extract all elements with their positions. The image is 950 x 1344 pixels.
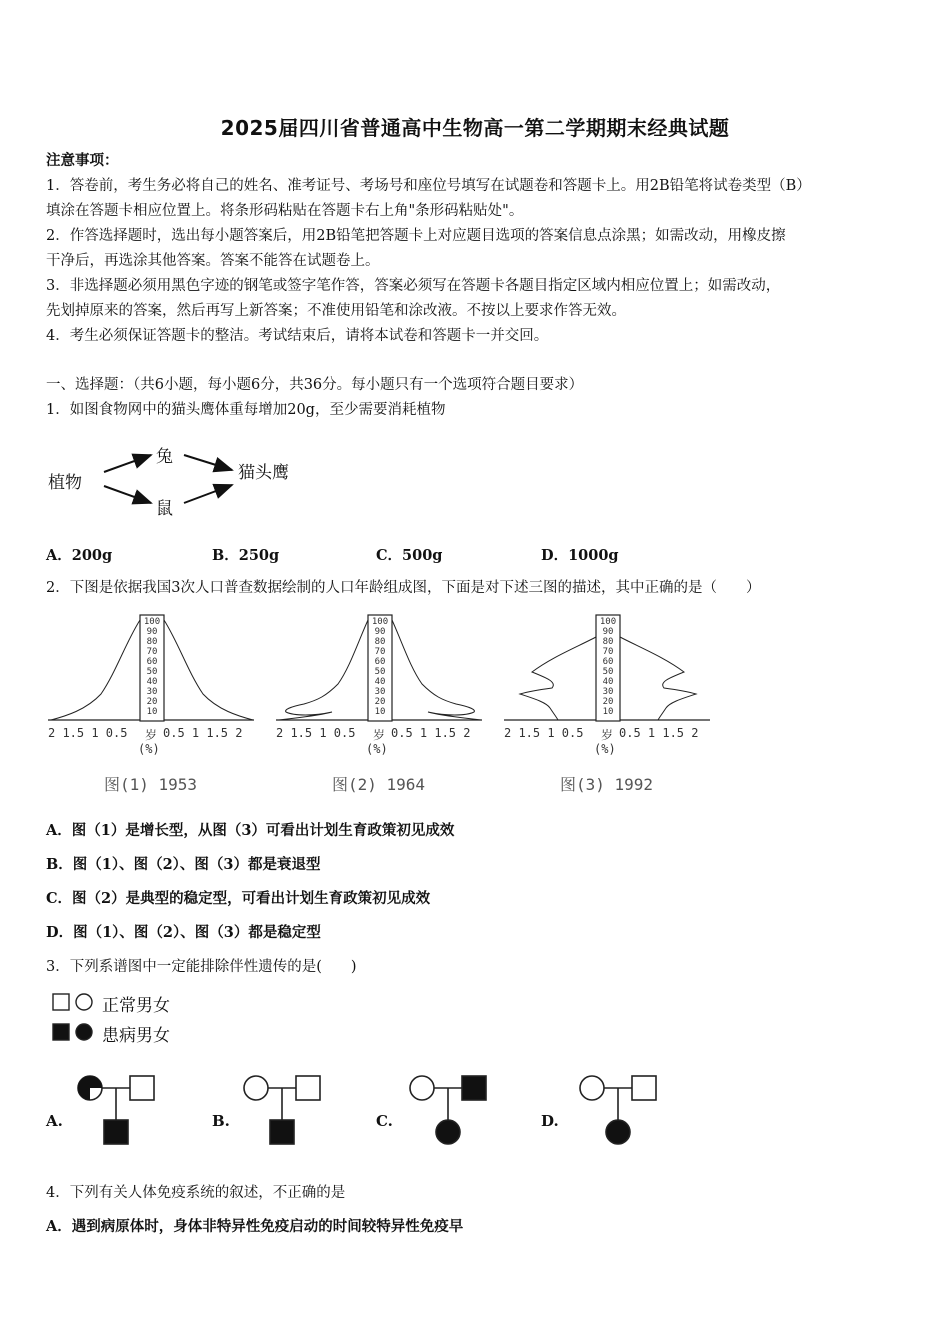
age-label: 90 — [602, 627, 614, 637]
age-label: 20 — [146, 697, 158, 707]
age-label: 70 — [146, 647, 158, 657]
q1-option-a[interactable]: A．200g — [46, 547, 113, 564]
legend-affected: 患病男女 — [102, 1026, 170, 1046]
q2-option-d[interactable]: D．图（1）、图（2）、图（3）都是稳定型 — [46, 924, 321, 941]
notice-line: 先划掉原来的答案，然后再写上新答案；不准使用铅笔和涂改液。不按以上要求作答无效。 — [46, 303, 626, 319]
axis-mid: 岁 — [145, 728, 158, 742]
section-heading: 一、选择题：（共6小题，每小题6分，共36分。每小题只有一个选项符合题目要求） — [46, 377, 584, 393]
legend-normal: 正常男女 — [102, 996, 170, 1016]
age-label: 50 — [374, 667, 386, 677]
node-rabbit: 兔 — [156, 447, 173, 467]
q2-option-c[interactable]: C．图（2）是典型的稳定型，可看出计划生育政策初见成效 — [46, 890, 431, 907]
q3-option-c[interactable]: C. — [376, 1112, 393, 1130]
age-label: 80 — [602, 637, 614, 647]
axis-left: 2 1.5 1 0.5 — [504, 726, 584, 740]
pyramid-1992 — [502, 612, 714, 802]
age-label: 60 — [374, 657, 386, 667]
age-label: 40 — [146, 677, 158, 687]
axis-pct: (%) — [366, 742, 388, 756]
q4-stem: 4．下列有关人体免疫系统的叙述，不正确的是 — [46, 1185, 346, 1201]
axis-mid: 岁 — [373, 728, 386, 742]
age-label: 20 — [374, 697, 386, 707]
age-label: 40 — [602, 677, 614, 687]
notice-line: 1．答卷前，考生务必将自己的姓名、准考证号、考场号和座位号填写在试题卷和答题卡上。用2B铅笔将试卷类型（B） — [46, 178, 811, 194]
axis-left: 2 1.5 1 0.5 — [276, 726, 356, 740]
age-label: 30 — [602, 687, 614, 697]
age-label: 50 — [146, 667, 158, 677]
notice-heading: 注意事项： — [46, 152, 119, 169]
pyramid-caption: 图(1) 1953 — [104, 775, 198, 794]
pyramid-caption: 图(3) 1992 — [560, 775, 654, 794]
node-owl: 猫头鹰 — [238, 463, 289, 483]
pedigree-c — [406, 1072, 496, 1148]
age-label: 100 — [599, 617, 617, 627]
age-label: 50 — [602, 667, 614, 677]
q1-stem: 1．如图食物网中的猫头鹰体重每增加20g，至少需要消耗植物 — [46, 402, 446, 418]
axis-pct: (%) — [594, 742, 616, 756]
axis-pct: (%) — [138, 742, 160, 756]
pedigree-legend — [52, 990, 252, 1050]
age-label: 20 — [602, 697, 614, 707]
pedigree-d — [576, 1072, 666, 1148]
age-label: 70 — [374, 647, 386, 657]
food-web-diagram — [46, 438, 316, 518]
age-label: 100 — [371, 617, 389, 627]
q1-option-c[interactable]: C．500g — [376, 547, 443, 564]
pyramid-1953 — [46, 612, 258, 802]
q4-option-a[interactable]: A．遇到病原体时，身体非特异性免疫启动的时间较特异性免疫早 — [46, 1218, 464, 1235]
q3-option-d[interactable]: D. — [541, 1112, 559, 1130]
q1-option-d[interactable]: D．1000g — [541, 547, 619, 564]
q2-option-b[interactable]: B．图（1）、图（2）、图（3）都是衰退型 — [46, 856, 321, 873]
notice-line: 2．作答选择题时，选出每小题答案后，用2B铅笔把答题卡上对应题目选项的答案信息点涂黑；如需改动，用橡皮擦 — [46, 228, 786, 244]
age-label: 10 — [374, 707, 386, 717]
age-label: 60 — [146, 657, 158, 667]
age-label: 40 — [374, 677, 386, 687]
axis-mid: 岁 — [601, 728, 614, 742]
age-label: 90 — [374, 627, 386, 637]
q2-stem: 2．下图是依据我国3次人口普查数据绘制的人口年龄组成图，下面是对下述三图的描述，其中正确的是（ ） — [46, 580, 761, 596]
q3-option-a[interactable]: A. — [46, 1112, 63, 1130]
notice-line: 干净后，再选涂其他答案。答案不能答在试题卷上。 — [46, 253, 380, 269]
notice-line: 3．非选择题必须用黑色字迹的钢笔或签字笔作答，答案必须写在答题卡各题目指定区域内相应位置上；如需改动， — [46, 278, 781, 294]
age-label: 90 — [146, 627, 158, 637]
q2-option-a[interactable]: A．图（1）是增长型，从图（3）可看出计划生育政策初见成效 — [46, 822, 455, 839]
axis-right: 0.5 1 1.5 2 — [619, 726, 699, 740]
age-label: 60 — [602, 657, 614, 667]
pedigree-b — [240, 1072, 330, 1148]
axis-right: 0.5 1 1.5 2 — [163, 726, 243, 740]
node-plant: 植物 — [48, 473, 82, 493]
pedigree-a — [74, 1072, 164, 1148]
pyramid-1964 — [274, 612, 486, 802]
page-title: 2025届四川省普通高中生物高一第二学期期末经典试题 — [220, 116, 730, 140]
age-label: 80 — [146, 637, 158, 647]
age-label: 30 — [146, 687, 158, 697]
q1-option-b[interactable]: B．250g — [212, 547, 280, 564]
age-label: 10 — [146, 707, 158, 717]
age-label: 80 — [374, 637, 386, 647]
legend-symbols — [52, 990, 100, 1046]
notice-line: 4．考生必须保证答题卡的整洁。考试结束后，请将本试卷和答题卡一并交回。 — [46, 328, 549, 344]
age-label: 10 — [602, 707, 614, 717]
age-label: 30 — [374, 687, 386, 697]
node-mouse: 鼠 — [156, 499, 173, 519]
q3-stem: 3．下列系谱图中一定能排除伴性遗传的是( ) — [46, 959, 357, 975]
age-label: 70 — [602, 647, 614, 657]
axis-left: 2 1.5 1 0.5 — [48, 726, 128, 740]
notice-line: 填涂在答题卡相应位置上。将条形码粘贴在答题卡右上角"条形码粘贴处"。 — [46, 203, 524, 219]
age-label: 100 — [143, 617, 161, 627]
q3-option-b[interactable]: B. — [212, 1112, 230, 1130]
axis-right: 0.5 1 1.5 2 — [391, 726, 471, 740]
pyramid-caption: 图(2) 1964 — [332, 775, 426, 794]
